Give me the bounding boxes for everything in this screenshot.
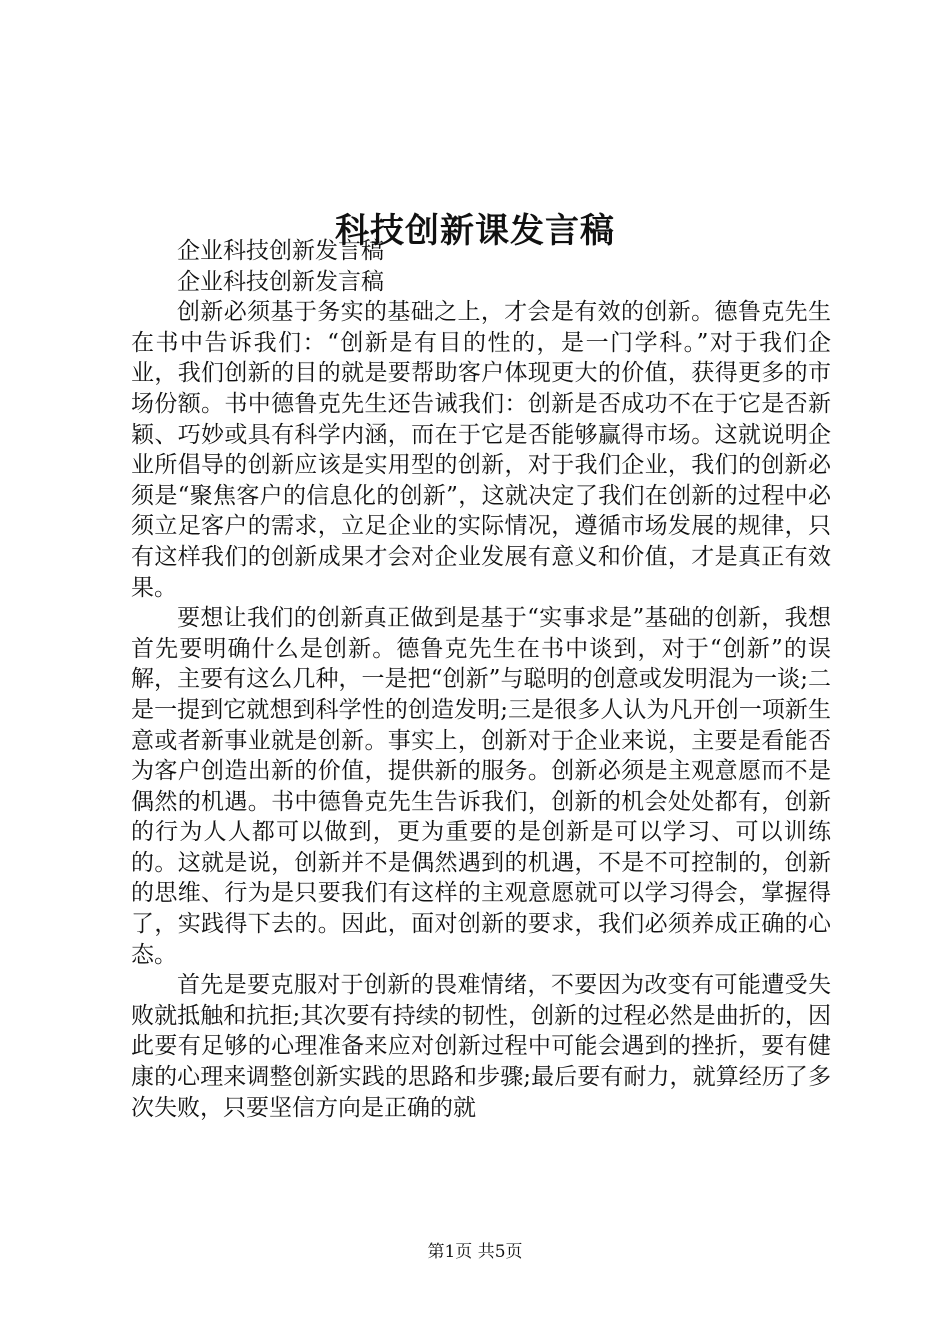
paragraph-subtitle-2: 企业科技创新发言稿 [177, 268, 384, 295]
document-title: 科技创新课发言稿 [335, 210, 615, 251]
paragraph-1: 创新必须基于务实的基础之上，才会是有效的创新。德鲁克先生在书中告诉我们：“创新是有目的性的，是一门学科。”对于我们企业，我们创新的目的就是要帮助客户体现更大的价值，获得更多的市场份额。书中德鲁克先生还告诫我们：创新是否成功不在于它是否新颖、巧妙或具有科学内涵，而在于它是否能够赢得市场。这就说明企业所倡导的创新应该是实用型的创新，对于我们企业，我们的创新必须是“聚焦客户的信息化的创新”，这就决定了我们在创新的过程中必须立足客户的需求，立足企业的实际情况，遵循市场发展的规律，只有这样我们的创新成果才会对企业发展有意义和价值，才是真正有效果。 [131, 299, 831, 601]
document-body [131, 236, 831, 1123]
paragraph-3: 首先是要克服对于创新的畏难情绪，不要因为改变有可能遭受失败就抵触和抗拒;其次要有持续的韧性，创新的过程必然是曲折的，因此要有足够的心理准备来应对创新过程中可能会遇到的挫折，要有健康的心理来调整创新实践的思路和步骤;最后要有耐力，就算经历了多次失败，只要坚信方向是正确的就 [131, 972, 831, 1121]
paragraph-2: 要想让我们的创新真正做到是基于“实事求是”基础的创新，我想首先要明确什么是创新。德鲁克先生在书中谈到，对于“创新”的误解，主要有这么几种，一是把“创新”与聪明的创意或发明混为一谈;二是一提到它就想到科学性的创造发明;三是很多人认为凡开创一项新生意或者新事业就是创新。事实上，创新对于企业来说，主要是看能否为客户创造出新的价值，提供新的服务。创新必须是主观意愿而不是偶然的机遇。书中德鲁克先生告诉我们，创新的机会处处都有，创新的行为人人都可以做到，更为重要的是创新是可以学习、可以训练的。这就是说，创新并不是偶然遇到的机遇，不是不可控制的，创新的思维、行为是只要我们有这样的主观意愿就可以学习得会，掌握得了，实践得下去的。因此，面对创新的要求，我们必须养成正确的心态。 [131, 605, 831, 968]
paragraph-subtitle-1: 企业科技创新发言稿 [177, 238, 384, 264]
page-footer: 第1页 共5页 [427, 1242, 523, 1262]
